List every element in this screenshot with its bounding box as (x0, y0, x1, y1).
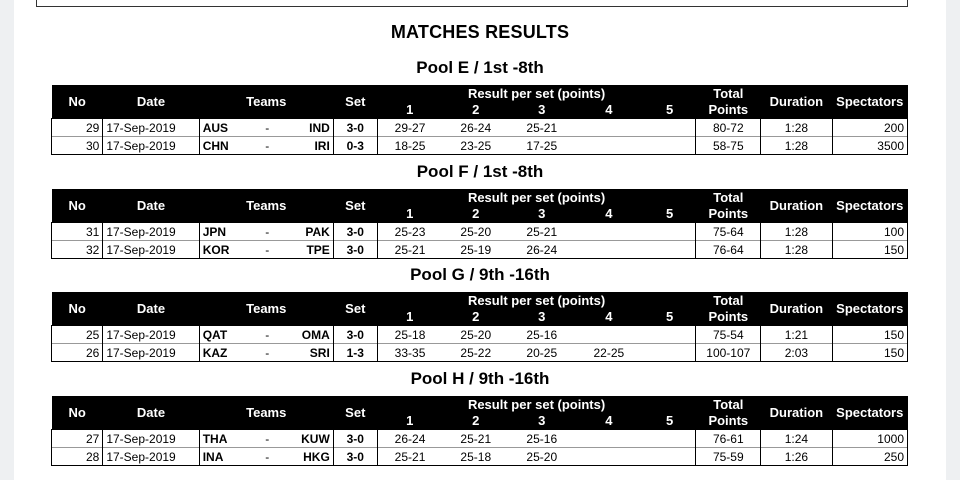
set-2-score: 25-20 (442, 223, 509, 241)
header-set-number: 4 (574, 309, 643, 326)
header-spectators: Spectators (832, 396, 907, 430)
table-row (52, 241, 908, 259)
match-number: 29 (52, 119, 103, 137)
header-set-number: 3 (509, 206, 574, 223)
match-date: 17-Sep-2019 (103, 344, 199, 362)
header-set-number: 1 (377, 309, 442, 326)
pool-title: Pool H / 9th -16th (410, 369, 550, 388)
header-set-number: 1 (377, 102, 442, 119)
header-set-number: 5 (643, 413, 695, 430)
team-home: KAZ (199, 344, 249, 362)
header-date: Date (103, 189, 199, 223)
match-number: 28 (52, 448, 103, 466)
set-5-score (643, 223, 695, 241)
set-1-score: 25-18 (377, 326, 442, 344)
total-points: 75-54 (696, 326, 761, 344)
results-table (51, 396, 908, 466)
set-4-score: 22-25 (574, 344, 643, 362)
header-set: Set (333, 292, 377, 326)
header-set: Set (333, 85, 377, 119)
pool-title: Pool G / 9th -16th (410, 265, 550, 284)
team-home: AUS (199, 119, 249, 137)
header-set-number: 5 (643, 206, 695, 223)
team-home: THA (199, 430, 249, 448)
header-points: Points (696, 309, 761, 326)
team-away: KUW (285, 430, 333, 448)
total-points: 58-75 (696, 137, 761, 155)
team-separator: - (249, 241, 285, 259)
duration: 1:26 (761, 448, 832, 466)
set-3-score: 25-20 (509, 448, 574, 466)
team-home: JPN (199, 223, 249, 241)
set-3-score: 25-16 (509, 430, 574, 448)
team-home: QAT (199, 326, 249, 344)
header-teams: Teams (199, 396, 333, 430)
team-separator: - (249, 137, 285, 155)
header-set: Set (333, 396, 377, 430)
table-row (52, 448, 908, 466)
set-4-score (574, 448, 643, 466)
results-table (51, 85, 908, 155)
header-set-number: 2 (442, 102, 509, 119)
set-3-score: 25-21 (509, 223, 574, 241)
match-date: 17-Sep-2019 (103, 326, 199, 344)
spectators: 1000 (832, 430, 907, 448)
set-4-score (574, 119, 643, 137)
total-points: 75-64 (696, 223, 761, 241)
set-2-score: 25-18 (442, 448, 509, 466)
header-result-per-set: Result per set (points) (377, 189, 696, 206)
header-points: Points (696, 102, 761, 119)
results-table (51, 189, 908, 259)
header-duration: Duration (761, 85, 832, 119)
set-score: 3-0 (333, 448, 377, 466)
header-date: Date (103, 85, 199, 119)
match-date: 17-Sep-2019 (103, 119, 199, 137)
match-number: 26 (52, 344, 103, 362)
set-5-score (643, 344, 695, 362)
header-spectators: Spectators (832, 292, 907, 326)
table-row (52, 344, 908, 362)
spectators: 150 (832, 241, 907, 259)
duration: 1:28 (761, 137, 832, 155)
set-5-score (643, 448, 695, 466)
team-separator: - (249, 344, 285, 362)
set-5-score (643, 137, 695, 155)
duration: 1:28 (761, 241, 832, 259)
spectators: 250 (832, 448, 907, 466)
total-points: 76-64 (696, 241, 761, 259)
set-4-score (574, 326, 643, 344)
team-separator: - (249, 119, 285, 137)
team-away: OMA (285, 326, 333, 344)
spectators: 150 (832, 344, 907, 362)
pool-title: Pool E / 1st -8th (416, 58, 544, 77)
table-row (52, 137, 908, 155)
header-set-number: 1 (377, 413, 442, 430)
total-points: 100-107 (696, 344, 761, 362)
set-score: 1-3 (333, 344, 377, 362)
header-set-number: 3 (509, 102, 574, 119)
header-spectators: Spectators (832, 85, 907, 119)
table-row (52, 326, 908, 344)
header-set-number: 1 (377, 206, 442, 223)
header-total: Total (696, 396, 761, 413)
match-date: 17-Sep-2019 (103, 241, 199, 259)
header-set-number: 4 (574, 206, 643, 223)
header-date: Date (103, 292, 199, 326)
set-1-score: 33-35 (377, 344, 442, 362)
header-duration: Duration (761, 292, 832, 326)
total-points: 75-59 (696, 448, 761, 466)
spectators: 150 (832, 326, 907, 344)
spectators: 3500 (832, 137, 907, 155)
set-score: 3-0 (333, 119, 377, 137)
team-away: TPE (285, 241, 333, 259)
header-set-number: 3 (509, 413, 574, 430)
header-result-per-set: Result per set (points) (377, 292, 696, 309)
set-4-score (574, 430, 643, 448)
team-separator: - (249, 326, 285, 344)
previous-table-bottom-border (36, 0, 908, 7)
match-date: 17-Sep-2019 (103, 223, 199, 241)
header-no: No (52, 292, 103, 326)
match-number: 27 (52, 430, 103, 448)
header-spectators: Spectators (832, 189, 907, 223)
table-row (52, 119, 908, 137)
team-home: INA (199, 448, 249, 466)
header-duration: Duration (761, 396, 832, 430)
header-points: Points (696, 413, 761, 430)
set-1-score: 25-21 (377, 448, 442, 466)
set-score: 3-0 (333, 430, 377, 448)
set-score: 0-3 (333, 137, 377, 155)
set-4-score (574, 223, 643, 241)
team-separator: - (249, 223, 285, 241)
set-3-score: 25-16 (509, 326, 574, 344)
set-2-score: 26-24 (442, 119, 509, 137)
set-score: 3-0 (333, 223, 377, 241)
header-no: No (52, 396, 103, 430)
set-2-score: 23-25 (442, 137, 509, 155)
duration: 1:24 (761, 430, 832, 448)
set-5-score (643, 430, 695, 448)
header-set-number: 2 (442, 413, 509, 430)
match-number: 31 (52, 223, 103, 241)
header-set-number: 4 (574, 102, 643, 119)
match-date: 17-Sep-2019 (103, 448, 199, 466)
header-teams: Teams (199, 189, 333, 223)
table-row (52, 223, 908, 241)
set-5-score (643, 119, 695, 137)
header-total: Total (696, 189, 761, 206)
set-4-score (574, 241, 643, 259)
team-away: IRI (285, 137, 333, 155)
set-score: 3-0 (333, 241, 377, 259)
header-set-number: 2 (442, 309, 509, 326)
header-set-number: 5 (643, 309, 695, 326)
header-set: Set (333, 189, 377, 223)
duration: 1:28 (761, 119, 832, 137)
page-title: MATCHES RESULTS (390, 22, 570, 42)
header-set-number: 2 (442, 206, 509, 223)
team-separator: - (249, 430, 285, 448)
team-home: KOR (199, 241, 249, 259)
duration: 1:21 (761, 326, 832, 344)
team-away: PAK (285, 223, 333, 241)
set-3-score: 17-25 (509, 137, 574, 155)
set-1-score: 18-25 (377, 137, 442, 155)
set-2-score: 25-22 (442, 344, 509, 362)
set-1-score: 26-24 (377, 430, 442, 448)
set-3-score: 26-24 (509, 241, 574, 259)
set-1-score: 25-21 (377, 241, 442, 259)
spectators: 100 (832, 223, 907, 241)
header-duration: Duration (761, 189, 832, 223)
header-date: Date (103, 396, 199, 430)
team-away: SRI (285, 344, 333, 362)
header-result-per-set: Result per set (points) (377, 396, 696, 413)
total-points: 76-61 (696, 430, 761, 448)
duration: 2:03 (761, 344, 832, 362)
header-no: No (52, 189, 103, 223)
header-total: Total (696, 85, 761, 102)
table-row (52, 430, 908, 448)
match-number: 32 (52, 241, 103, 259)
header-no: No (52, 85, 103, 119)
results-table (51, 292, 908, 362)
header-set-number: 5 (643, 102, 695, 119)
duration: 1:28 (761, 223, 832, 241)
set-1-score: 25-23 (377, 223, 442, 241)
match-date: 17-Sep-2019 (103, 430, 199, 448)
header-teams: Teams (199, 85, 333, 119)
total-points: 80-72 (696, 119, 761, 137)
header-set-number: 4 (574, 413, 643, 430)
set-2-score: 25-20 (442, 326, 509, 344)
set-2-score: 25-21 (442, 430, 509, 448)
spectators: 200 (832, 119, 907, 137)
set-3-score: 25-21 (509, 119, 574, 137)
set-5-score (643, 326, 695, 344)
set-4-score (574, 137, 643, 155)
team-separator: - (249, 448, 285, 466)
set-3-score: 20-25 (509, 344, 574, 362)
header-teams: Teams (199, 292, 333, 326)
set-1-score: 29-27 (377, 119, 442, 137)
set-2-score: 25-19 (442, 241, 509, 259)
team-home: CHN (199, 137, 249, 155)
match-number: 25 (52, 326, 103, 344)
header-total: Total (696, 292, 761, 309)
set-5-score (643, 241, 695, 259)
set-score: 3-0 (333, 326, 377, 344)
team-away: IND (285, 119, 333, 137)
header-set-number: 3 (509, 309, 574, 326)
header-points: Points (696, 206, 761, 223)
match-number: 30 (52, 137, 103, 155)
header-result-per-set: Result per set (points) (377, 85, 696, 102)
pool-title: Pool F / 1st -8th (416, 162, 544, 181)
match-date: 17-Sep-2019 (103, 137, 199, 155)
team-away: HKG (285, 448, 333, 466)
